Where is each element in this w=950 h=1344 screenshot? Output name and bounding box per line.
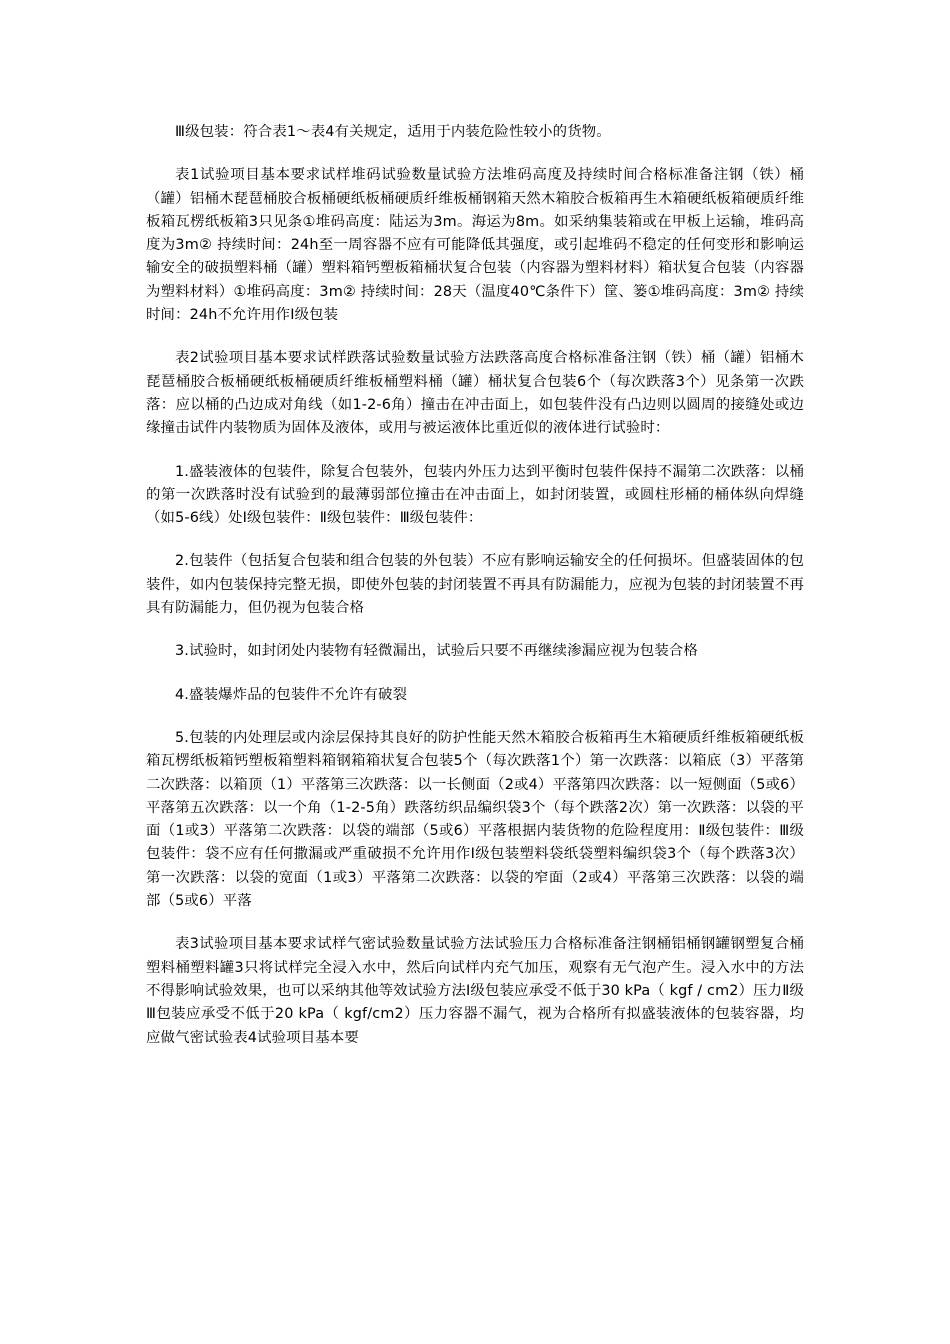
paragraph-table-2-drop: 表2试验项目基本要求试样跌落试验数量试验方法跌落高度合格标准备注钢（铁）桶（罐）铝桶木琵琶桶胶合板桶硬纸板桶硬质纤维板桶塑料桶（罐）桶状复合包装6个（每次跌落3个）见条第一次跌落：应以桶的凸边成对角线（如1-2-6角）撞击在冲击面上，如包装件没有凸边则以圆周的接缝处或边缘撞击试件内装物质为固体及液体，或用与被运液体比重近似的液体进行试验时： <box>146 350 804 437</box>
paragraph-note-4: 4.盛装爆炸品的包装件不允许有破裂 <box>175 686 408 703</box>
paragraph-note-5: 5.包装的内处理层或内涂层保持其良好的防护性能天然木箱胶合板箱再生木箱硬质纤维板箱硬纸板箱瓦楞纸板箱钙塑板箱塑料箱钢箱箱状复合包装5个（每次跌落1个）第一次跌落：以箱底（3）平落第二次跌落：以箱顶（1）平落第三次跌落：以一长侧面（2或4）平落第四次跌落：以一短侧面（5或6）平落第五次跌落：以一个角（1-2-5角）跌落纺织品编织袋3个（每个跌落2次）第一次跌落：以袋的平面（1或3）平落第二次跌落：以袋的端部（5或6）平落根据内装货物的危险程度用：Ⅱ级包装件：Ⅲ级包装件：袋不应有任何撒漏或严重破损不允许用作Ⅰ级包装塑料袋纸袋塑料编织袋3个（每个跌落3次）第一次跌落：以袋的宽面（1或3）平落第二次跌落：以袋的窄面（2或4）平落第三次跌落：以袋的端部（5或6）平落 <box>146 729 804 910</box>
paragraph-note-1: 1.盛装液体的包装件，除复合包装外，包装内外压力达到平衡时包装件保持不漏第二次跌落：以桶的第一次跌落时没有试验到的最薄弱部位撞击在冲击面上，如封闭装置，或圆柱形桶的桶体纵向焊缝（如5-6线）处Ⅰ级包装件：Ⅱ级包装件：Ⅲ级包装件： <box>146 463 804 527</box>
paragraph-grade-iii: Ⅲ级包装：符合表1～表4有关规定，适用于内装危险性较小的货物。 <box>175 124 611 140</box>
paragraph-table-1-stacking: 表1试验项目基本要求试样堆码试验数量试验方法堆码高度及持续时间合格标准备注钢（铁）桶（罐）铝桶木琵琶桶胶合板桶硬纸板桶硬质纤维板桶钢箱天然木箱胶合板箱再生木箱硬纸板箱硬质纤维板箱瓦楞纸板箱3只见条①堆码高度：陆运为3m。海运为8m。如采纳集装箱或在甲板上运输，堆码高度为3m② 持续时间：24h至一周容器不应有可能降低其强度，或引起堆码不稳定的任何变形和影响运输安全的破损塑料桶（罐）塑料箱钙塑板箱桶状复合包装（内容器为塑料材料）箱状复合包装（内容器为塑料材料）①堆码高度：3m② 持续时间：28天（温度40℃条件下）筐、篓①堆码高度：3m② 持续时间：24h不允许用作Ⅰ级包装 <box>146 167 804 324</box>
paragraph-table-3-airtight: 表3试验项目基本要求试样气密试验数量试验方法试验压力合格标准备注钢桶铝桶钢罐钢塑复合桶塑料桶塑料罐3只将试样完全浸入水中，然后向试样内充气加压，观察有无气泡产生。浸入水中的方法不得影响试验效果，也可以采纳其他等效试验方法Ⅰ级包装应承受不低于30 kPa（ kgf / cm2）压力Ⅱ级Ⅲ包装应承受不低于20 kPa（ kgf/cm2）压力容器不漏气，视为合格所有拟盛装液体的包装容器，均应做气密试验表4试验项目基本要 <box>146 936 804 1046</box>
paragraph-note-3: 3.试验时，如封闭处内装物有轻微漏出，试验后只要不再继续渗漏应视为包装合格 <box>175 643 698 660</box>
paragraph-note-2: 2.包装件（包括复合包装和组合包装的外包装）不应有影响运输安全的任何损坏。但盛装固体的包装件，如内包装保持完整无损，即使外包装的封闭装置不再具有防漏能力，应视为包装的封闭装置不再具有防漏能力，但仍视为包装合格 <box>146 553 804 617</box>
